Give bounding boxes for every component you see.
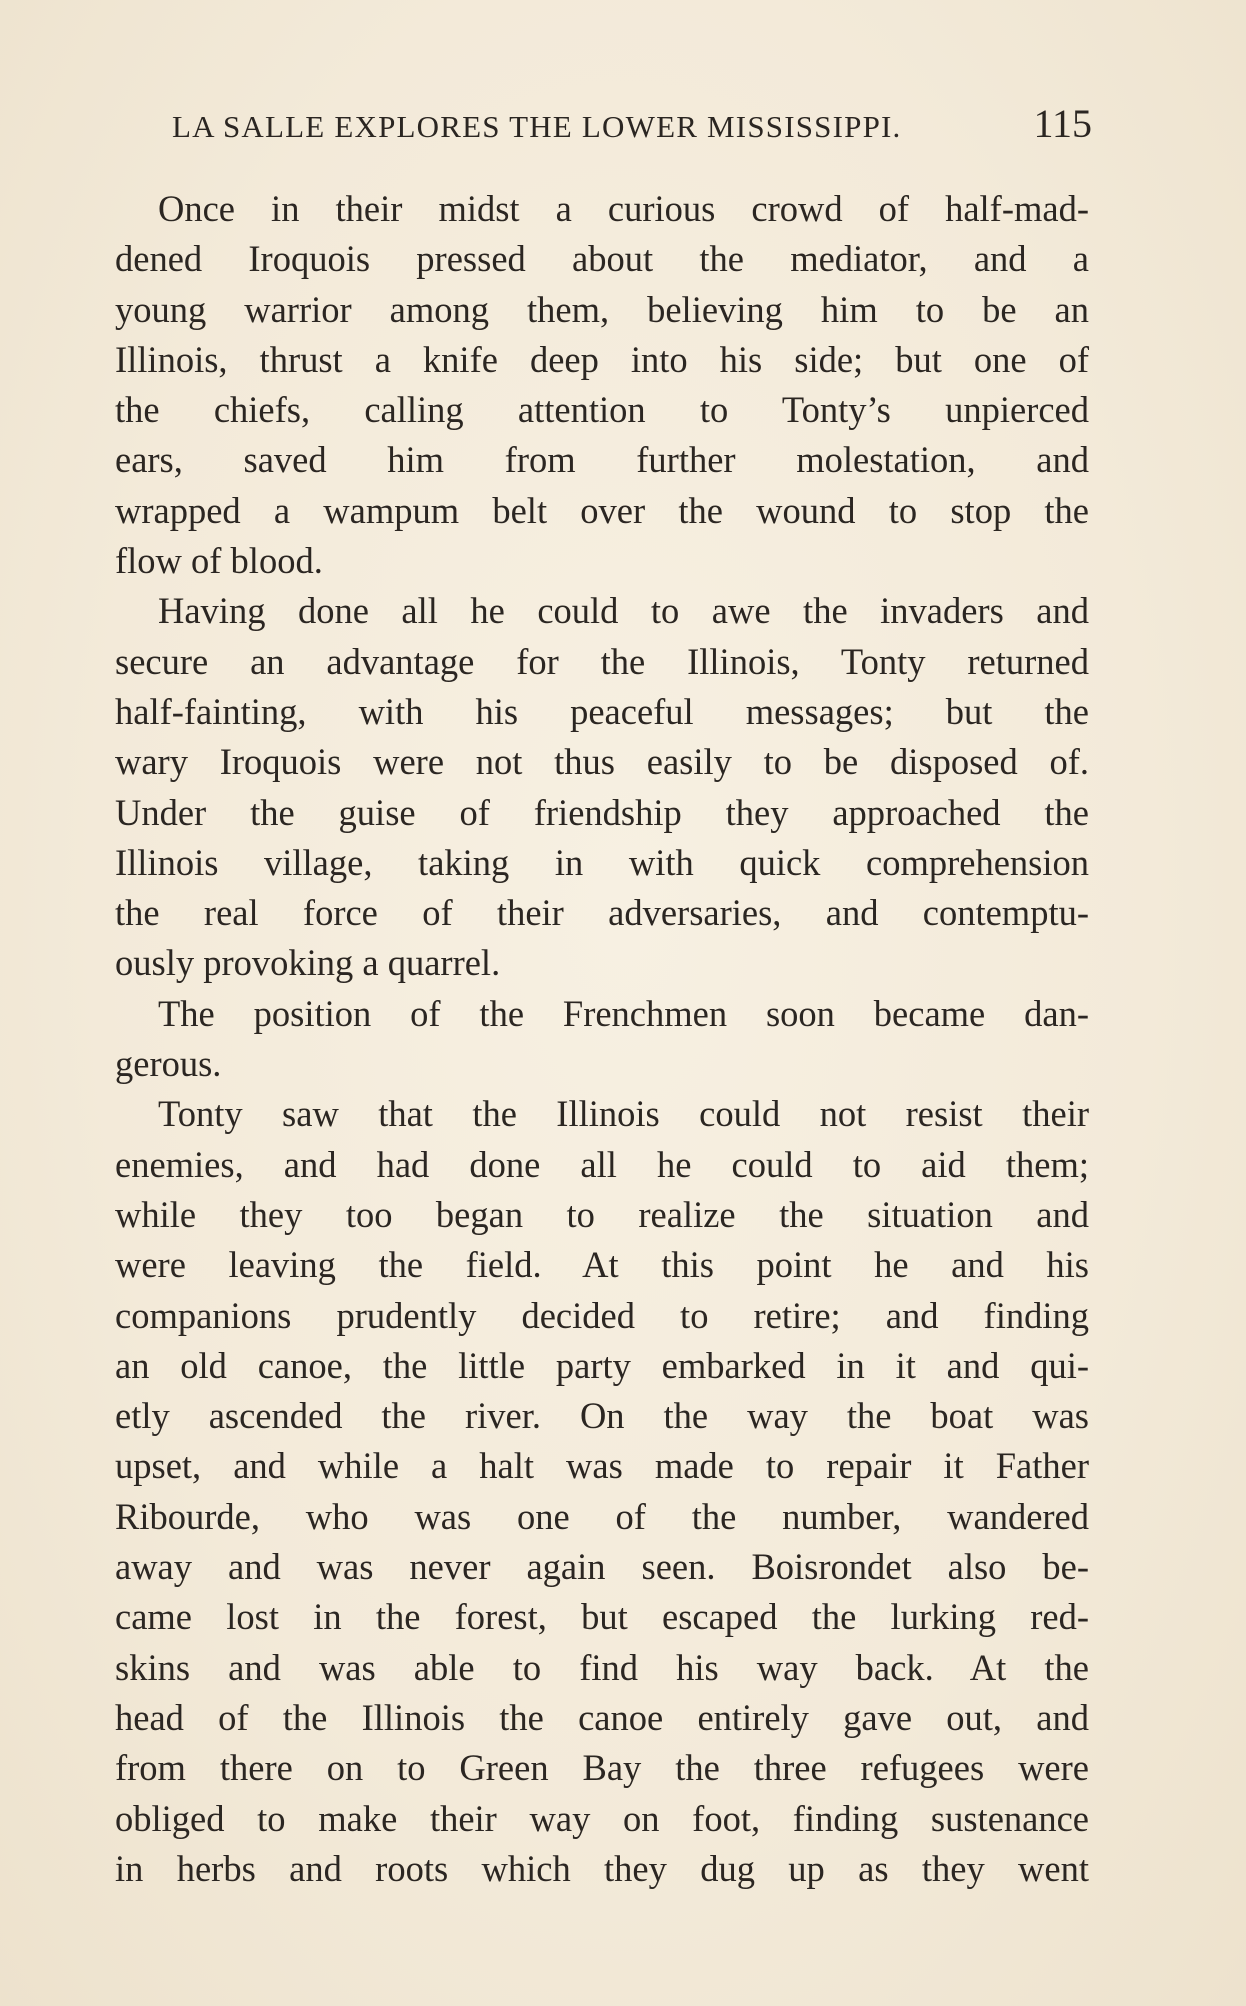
text-line: Ribourde, who was one of the number, wandered: [115, 1495, 1089, 1537]
text-line: head of the Illinois the canoe entirely gave out, and: [115, 1696, 1089, 1738]
text-line: upset, and while a halt was made to repair it Father: [115, 1445, 1089, 1487]
text-line: the chiefs, calling attention to Tonty’s unpierced: [115, 389, 1089, 431]
body-text: [115, 184, 1089, 1894]
running-head: [172, 100, 1092, 147]
running-title: LA SALLE EXPLORES THE LOWER MISSISSIPPI.: [172, 109, 902, 144]
text-line: Under the guise of friendship they approached the: [115, 791, 1089, 833]
text-line: young warrior among them, believing him to be an: [115, 288, 1089, 330]
text-line: from there on to Green Bay the three refugees were: [115, 1747, 1089, 1789]
text-line: away and was never again seen. Boisrondet also be-: [115, 1546, 1089, 1588]
text-line: in herbs and roots which they dug up as they went: [115, 1847, 1089, 1889]
text-line: ously provoking a quarrel.: [115, 942, 501, 984]
text-line: Once in their midst a curious crowd of half-mad-: [158, 188, 1089, 229]
text-line: etly ascended the river. On the way the boat was: [115, 1395, 1089, 1437]
text-line: wrapped a wampum belt over the wound to stop the: [115, 489, 1089, 531]
text-line: skins and was able to find his way back. At the: [115, 1646, 1089, 1688]
text-line: half-fainting, with his peaceful messages; but the: [115, 690, 1089, 732]
text-line: Illinois, thrust a knife deep into his side; but one of: [115, 338, 1089, 380]
text-line: Tonty saw that the Illinois could not resist their: [158, 1093, 1089, 1135]
text-line: came lost in the forest, but escaped the lurking red-: [115, 1596, 1089, 1638]
text-line: secure an advantage for the Illinois, Tonty returned: [115, 640, 1089, 682]
text-line: Illinois village, taking in with quick comprehension: [115, 841, 1089, 883]
text-line: gerous.: [115, 1043, 222, 1085]
text-line: enemies, and had done all he could to aid them;: [115, 1143, 1089, 1185]
text-line: dened Iroquois pressed about the mediator, and a: [115, 238, 1089, 280]
text-line: while they too began to realize the situation and: [115, 1193, 1089, 1235]
text-line: The position of the Frenchmen soon became dan-: [158, 992, 1089, 1034]
text-line: wary Iroquois were not thus easily to be disposed of.: [115, 741, 1089, 783]
text-line: companions prudently decided to retire; and finding: [115, 1294, 1089, 1336]
text-line: the real force of their adversaries, and contemptu-: [115, 892, 1089, 934]
text-line: were leaving the field. At this point he and his: [115, 1244, 1089, 1286]
text-line: Having done all he could to awe the invaders and: [158, 590, 1089, 632]
text-line: obliged to make their way on foot, finding sustenance: [115, 1797, 1089, 1839]
text-line: flow of blood.: [115, 540, 323, 582]
page-number: 115: [1033, 101, 1092, 146]
text-line: ears, saved him from further molestation, and: [115, 439, 1089, 481]
text-line: an old canoe, the little party embarked in it and qui-: [115, 1344, 1089, 1386]
